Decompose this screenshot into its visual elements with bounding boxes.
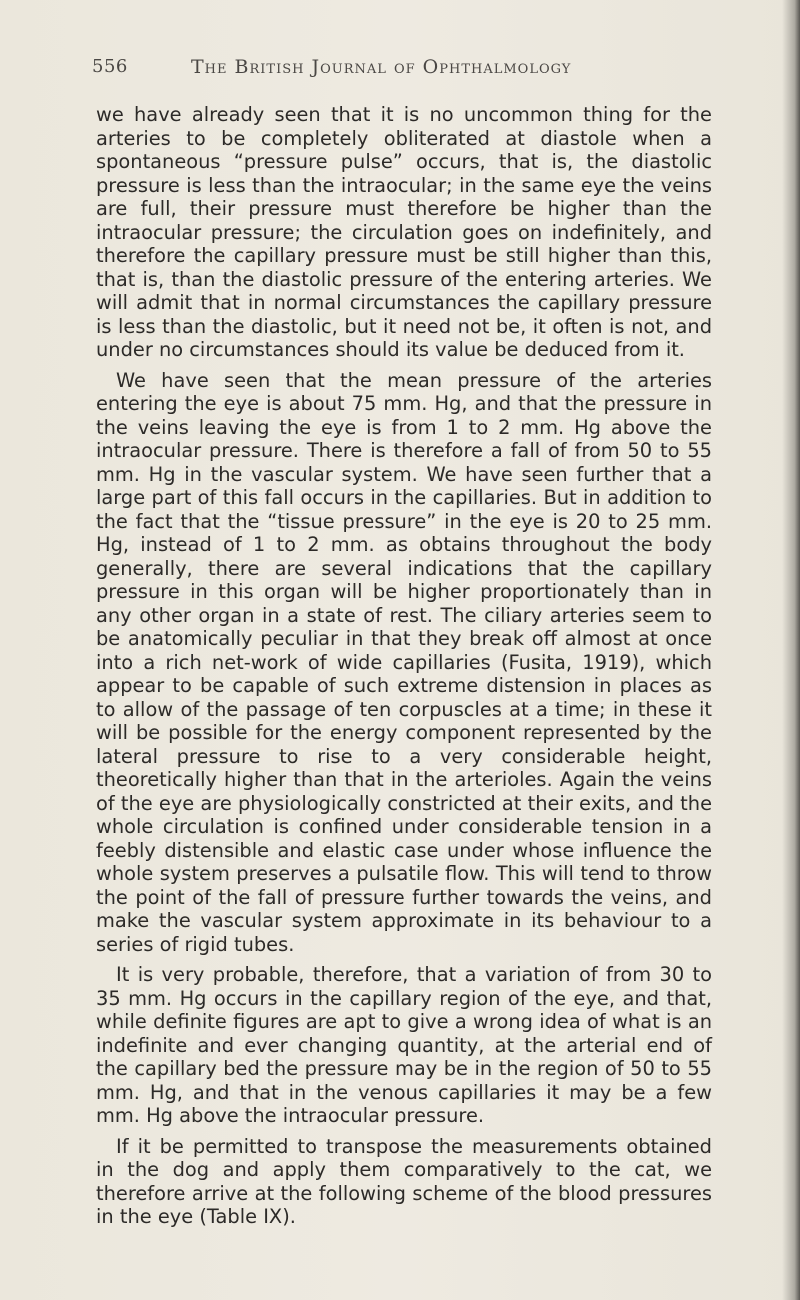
page-number: 556 — [92, 56, 128, 77]
journal-title: The British Journal of Ophthalmology — [191, 56, 572, 78]
running-head — [92, 56, 732, 86]
paragraph-3: It is very probable, therefore, that a variation of from 30 to 35 mm. Hg occurs in the capillary region of the eye, and that, while definite figures are apt to give a wrong idea of what is an indefinite and ever changing quantity, at the arterial end of the capillary bed the pressure may be in the region of 50 to 55 mm. Hg, and that in the venous capillaries it may be a few mm. Hg above the intraocular pressure. — [96, 963, 712, 1127]
paragraph-1: we have already seen that it is no uncommon thing for the arteries to be completely obliterated at diastole when a spontaneous “pressure pulse” occurs, that is, the diastolic pressure is less than the intraocular; in the same eye the veins are full, their pressure must therefore be higher than the intraocular pressure; the circulation goes on indefinitely, and therefore the capillary pressure must be still higher than this, that is, than the diastolic pressure of the entering arteries. We will admit that in normal circumstances the capillary pressure is less than the diastolic, but it need not be, it often is not, and under no circumstances should its value be deduced from it. — [96, 103, 712, 361]
paragraph-2: We have seen that the mean pressure of the arteries entering the eye is about 75 mm. Hg, and that the pressure in the veins leaving the eye is from 1 to 2 mm. Hg above the intraocular pressure. There is therefore a fall of from 50 to 55 mm. Hg in the vascular system. We have seen further that a large part of this fall occurs in the capillaries. But in addition to the fact that the “tissue pressure” in the eye is 20 to 25 mm. Hg, instead of 1 to 2 mm. as obtains throughout the body generally, there are several indications that the capillary pressure in this organ will be higher proportionately than in any other organ in a state of rest. The ciliary arteries seem to be anatomically peculiar in that they break off almost at once into a rich net-work of wide capillaries (Fusita, 1919), which appear to be capable of such extreme distension in places as to allow of the passage of ten corpuscles at a time; in these it will be possible for the energy component represented by the lateral pressure to rise to a very considerable height, theoretically higher than that in the arterioles. Again the veins of the eye are physiologically constricted at their exits, and the whole circulation is confined under considerable tension in a feebly distensible and elastic case under whose influence the whole system preserves a pulsatile flow. This will tend to throw the point of the fall of pressure further towards the veins, and make the vascular system approximate in its behaviour to a series of rigid tubes. — [96, 368, 712, 956]
paragraph-4: If it be permitted to transpose the measurements obtained in the dog and apply them comparatively to the cat, we therefore arrive at the following scheme of the blood pressures in the eye (Table IX). — [96, 1134, 712, 1228]
page-edge-shadow — [782, 0, 800, 1300]
article-body — [96, 103, 712, 1229]
